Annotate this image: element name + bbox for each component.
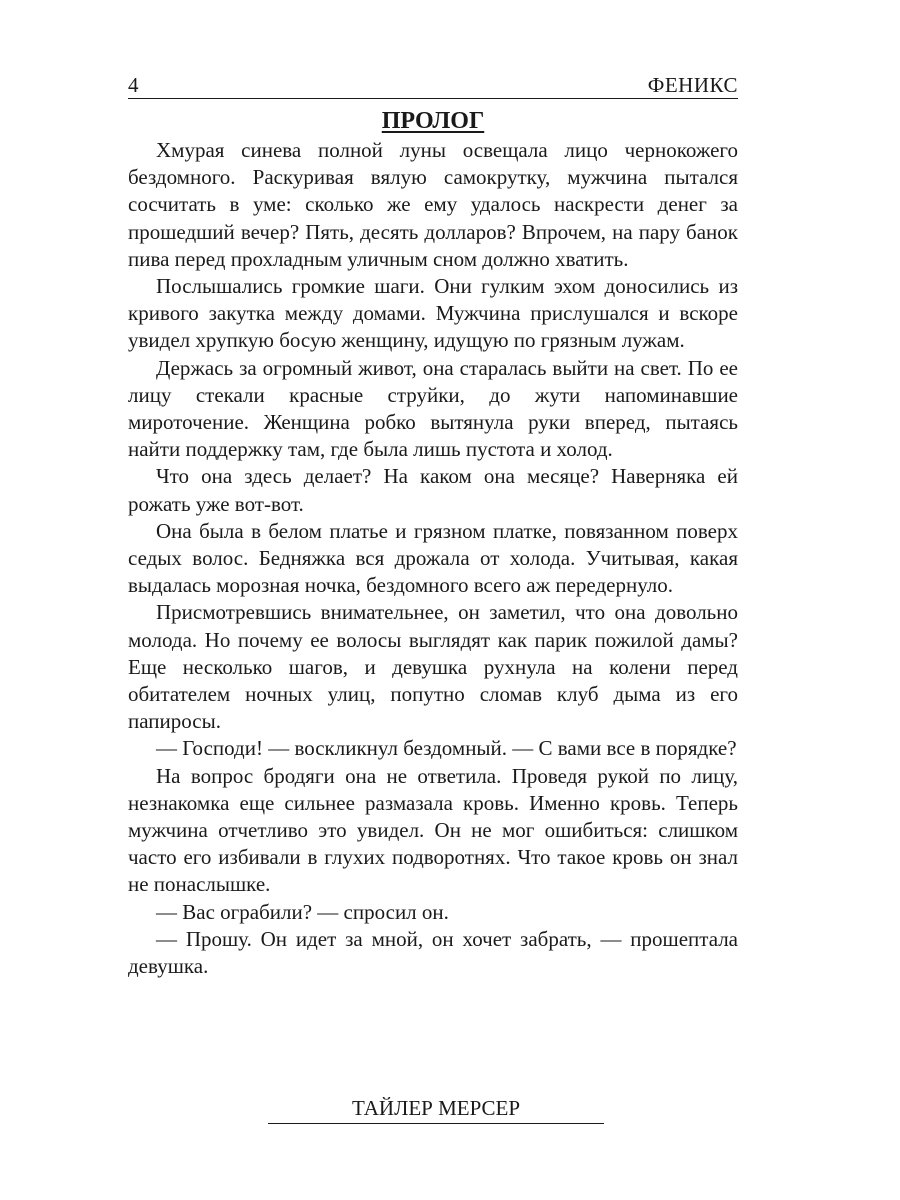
running-header	[128, 72, 738, 99]
paragraph: На вопрос бродяги она не ответила. Проведя рукой по лицу, незнакомка еще сильнее размазала кровь. Именно кровь. Теперь мужчина отчетливо это увидел. Он не мог ошибиться: слишком часто его избивали в глухих подворотнях. Что такое кровь он знал не понаслышке.	[128, 763, 738, 897]
page-number: 4	[128, 73, 139, 97]
paragraph: Присмотревшись внимательнее, он заметил, что она довольно молода. Но почему ее волосы выглядят как парик пожилой дамы? Еще несколько шагов, и девушка рухнула на колени перед обитателем ночных улиц, попутно сломав клуб дыма из его папиросы.	[128, 600, 738, 734]
chapter-title-text: ПРОЛОГ	[381, 108, 485, 134]
chapter-title	[128, 106, 738, 136]
paragraph: — Господи! — воскликнул бездомный. — С вами все в порядке?	[156, 736, 737, 761]
paragraph: Держась за огромный живот, она старалась выйти на свет. По ее лицу стекали красные струйки, до жути напоминавшие мироточение. Женщина робко вытянула руки вперед, пытаясь найти поддержку там, где была лишь пустота и холод.	[128, 355, 738, 462]
paragraph: — Прошу. Он идет за мной, он хочет забрать, — прошептала девушка.	[128, 926, 738, 979]
paragraph: Хмурая синева полной луны освещала лицо чернокожего бездомного. Раскуривая вялую самокрутку, мужчина пытался сосчитать в уме: сколько же ему удалось наскрести денег за прошедший вечер? Пять, десять долларов? Впрочем, на пару банок пива перед прохладным уличным сном должно хватить.	[128, 138, 738, 271]
paragraph: Послышались громкие шаги. Они гулким эхом доносились из кривого закутка между домами. Мужчина прислушался и вскоре увидел хрупкую босую женщину, идущую по грязным лужам.	[128, 274, 738, 353]
book-title: ФЕНИКС	[647, 73, 738, 97]
paragraph: Она была в белом платье и грязном платке, повязанном поверх седых волос. Бедняжка вся дрожала от холода. Учитывая, какая выдалась морозная ночка, бездомного всего аж передернуло.	[128, 518, 738, 598]
footer-author: ТАЙЛЕР МЕРСЕР	[268, 1096, 604, 1124]
paragraph: Что она здесь делает? На каком она месяце? Наверняка ей рожать уже вот-вот.	[128, 464, 738, 516]
paragraph: — Вас ограбили? — спросил он.	[156, 899, 449, 924]
body-text	[128, 137, 738, 980]
